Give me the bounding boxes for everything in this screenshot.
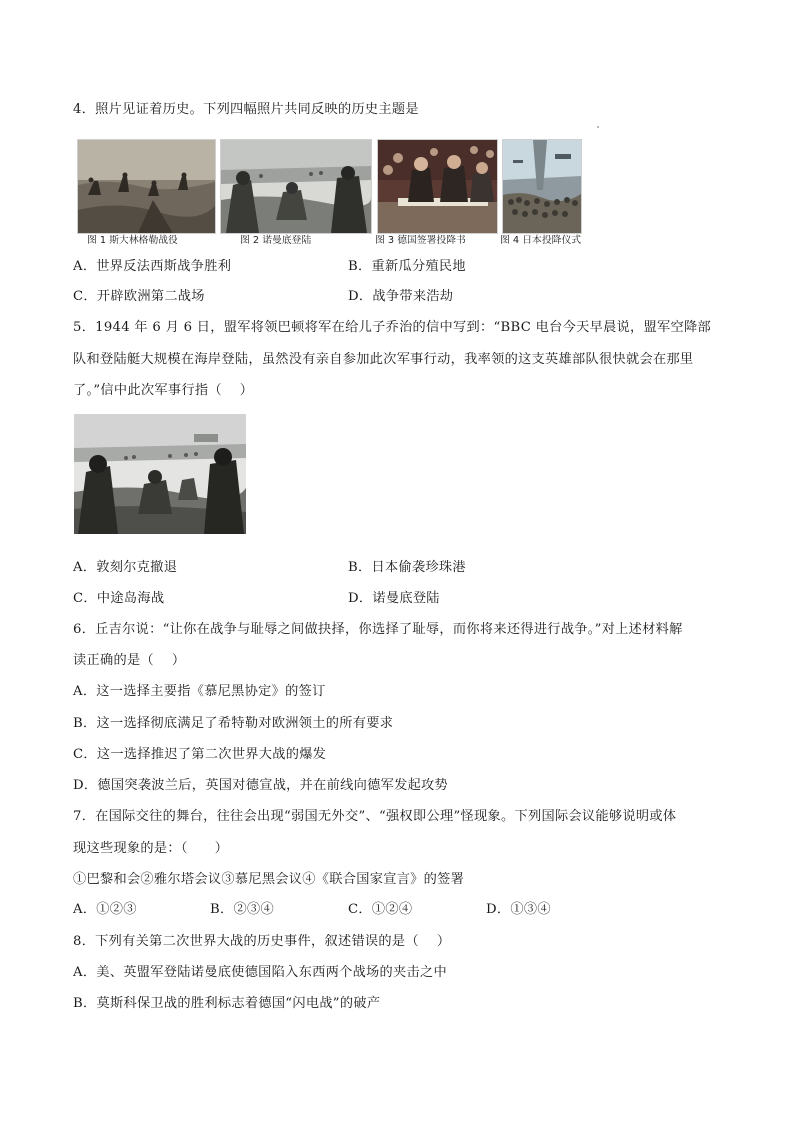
q7-option-c: C．①②④ [348, 902, 413, 917]
q5-stem-line-1: 5．1944 年 6 月 6 日，盟军将领巴顿将军在给儿子乔治的信中写到：“BBC 电台今天早晨说，盟军空降部 [73, 320, 711, 335]
caption-fig3: 图 3 德国签署投降书 [375, 235, 466, 246]
q7-stem-line-2: 现这些现象的是：（ ） [73, 841, 229, 856]
q6-option-a: A．这一选择主要指《慕尼黑协定》的签订 [73, 684, 326, 699]
q6-stem-line-2: 读正确的是（ ） [73, 653, 186, 668]
photo-normandy-1 [220, 139, 372, 234]
caption-fig1: 图 1 斯大林格勒战役 [87, 235, 178, 246]
q8-option-b: B．莫斯科保卫战的胜利标志着德国“闪电战”的破产 [73, 996, 381, 1011]
stray-dot [597, 126, 599, 128]
q8-stem: 8．下列有关第二次世界大战的历史事件，叙述错误的是（ ） [73, 934, 451, 949]
photo-normandy-landing [74, 414, 246, 534]
q7-option-a: A．①②③ [73, 902, 137, 917]
photo-german-surrender [377, 139, 498, 234]
photo-japan-surrender [502, 139, 582, 234]
q7-stem-line-1: 7．在国际交往的舞台，往往会出现“弱国无外交”、“强权即公理”怪现象。下列国际会议能够说明或体 [73, 809, 677, 824]
q4-option-b: B．重新瓜分殖民地 [348, 259, 466, 274]
caption-fig4: 图 4 日本投降仪式 [500, 235, 582, 246]
q8-option-a: A．美、英盟军登陆诺曼底使德国陷入东西两个战场的夹击之中 [73, 965, 447, 980]
q7-option-d: D．①③④ [486, 902, 551, 917]
q5-option-d: D．诺曼底登陆 [348, 591, 440, 606]
q5-stem-line-3: 了。”信中此次军事行指（ ） [73, 383, 254, 398]
q5-option-c: C．中途岛海战 [73, 591, 165, 606]
q5-option-a: A．敦刻尔克撤退 [73, 560, 178, 575]
q6-stem-line-1: 6．丘吉尔说：“让你在战争与耻辱之间做抉择，你选择了耻辱，而你将来还得进行战争。”对上述材料解 [73, 622, 683, 637]
q6-option-c: C．这一选择推迟了第二次世界大战的爆发 [73, 747, 327, 762]
q6-option-b: B．这一选择彻底满足了希特勒对欧洲领土的所有要求 [73, 716, 394, 731]
q4-option-a: A．世界反法西斯战争胜利 [73, 259, 232, 274]
q4-option-d: D．战争带来浩劫 [348, 289, 454, 304]
q7-option-b: B．②③④ [210, 902, 274, 917]
photo-stalingrad [77, 139, 216, 234]
caption-fig2: 图 2 诺曼底登陆 [240, 235, 312, 246]
q4-option-c: C．开辟欧洲第二战场 [73, 289, 205, 304]
q5-option-b: B．日本偷袭珍珠港 [348, 560, 466, 575]
q4-stem: 4．照片见证着历史。下列四幅照片共同反映的历史主题是 [73, 102, 419, 117]
q7-items: ①巴黎和会②雅尔塔会议③慕尼黑会议④《联合国家宣言》的签署 [73, 872, 465, 887]
q5-stem-line-2: 队和登陆艇大规模在海岸登陆，虽然没有亲自参加此次军事行动，我率领的这支英雄部队很快就会在那里 [73, 352, 694, 367]
q6-option-d: D．德国突袭波兰后，英国对德宣战，并在前线向德军发起攻势 [73, 778, 449, 793]
